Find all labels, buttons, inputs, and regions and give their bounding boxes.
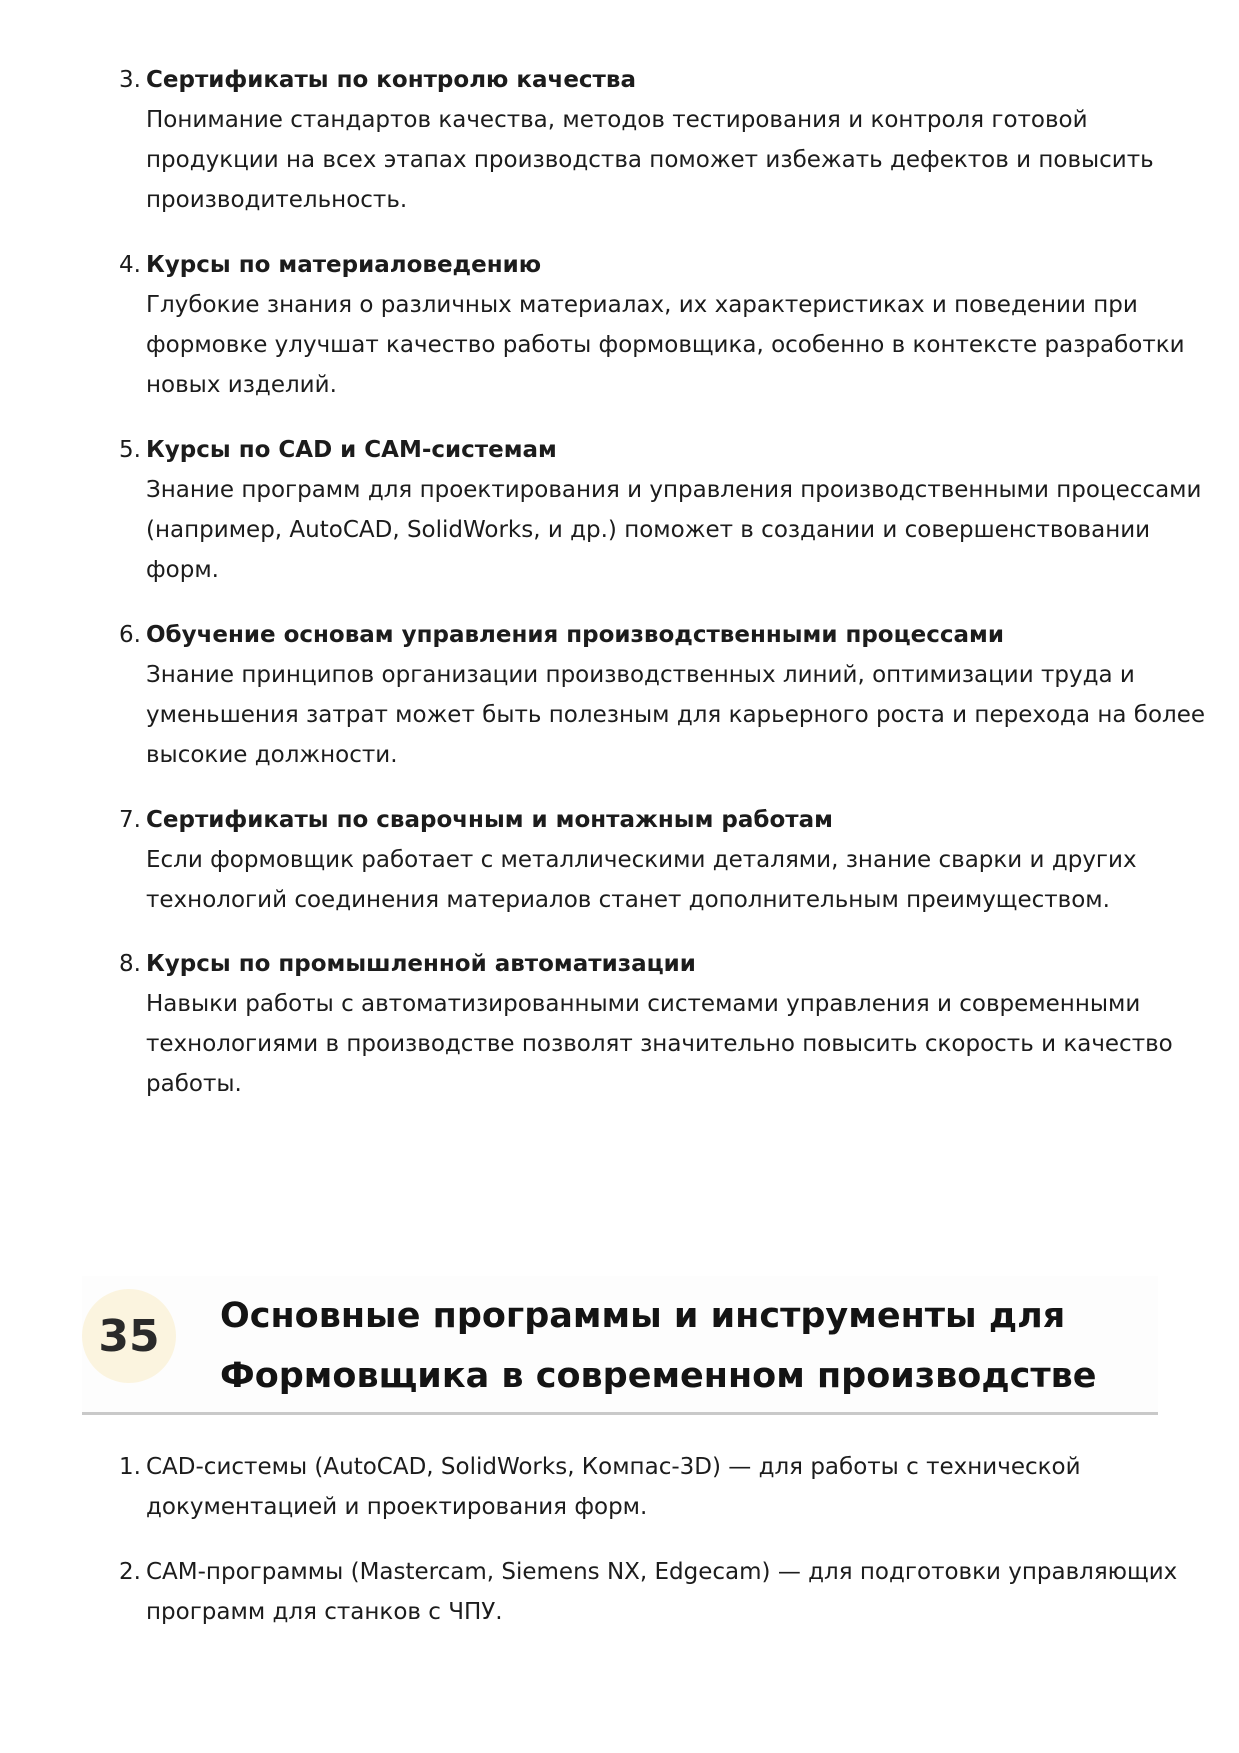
description-line: уменьшения затрат может быть полезным для карьерного роста и перехода на более bbox=[146, 702, 1206, 728]
list-item-text bbox=[146, 1447, 1171, 1527]
list-item-number: 3. bbox=[119, 67, 141, 93]
description-line: Знание принципов организации производственных линий, оптимизации труда и bbox=[146, 662, 1135, 688]
list-item-description bbox=[146, 100, 1171, 220]
list-item-number: 8. bbox=[119, 951, 141, 977]
section-title-line: Основные программы и инструменты для bbox=[220, 1296, 1066, 1336]
description-line: продукции на всех этапах производства поможет избежать дефектов и повысить bbox=[146, 147, 1154, 173]
list-item-description bbox=[146, 655, 1206, 775]
list-item-title: Сертификаты по сварочным и монтажным работам bbox=[146, 807, 833, 833]
description-line: производительность. bbox=[146, 187, 408, 213]
list-item-number: 7. bbox=[119, 807, 141, 833]
item-line: CAD-системы (AutoCAD, SolidWorks, Компас-3D) — для работы с технической bbox=[146, 1454, 1081, 1480]
list-item-number: 2. bbox=[119, 1559, 141, 1585]
list-item-number: 4. bbox=[119, 252, 141, 278]
list-item-title: Курсы по CAD и CAM-системам bbox=[146, 437, 557, 463]
description-line: технологиями в производстве позволят значительно повысить скорость и качество bbox=[146, 1031, 1173, 1057]
section-header bbox=[82, 1276, 1158, 1415]
description-line: новых изделий. bbox=[146, 372, 337, 398]
list-item-number: 6. bbox=[119, 622, 141, 648]
section-title bbox=[220, 1286, 1140, 1406]
list-item-title: Обучение основам управления производственными процессами bbox=[146, 622, 1004, 648]
description-line: Если формовщик работает с металлическими деталями, знание сварки и других bbox=[146, 847, 1137, 873]
description-line: технологий соединения материалов станет дополнительным преимуществом. bbox=[146, 887, 1110, 913]
list-item-description bbox=[146, 285, 1185, 405]
description-line: Навыки работы с автоматизированными системами управления и современными bbox=[146, 991, 1141, 1017]
list-item-description bbox=[146, 840, 1171, 920]
section-title-line: Формовщика в современном производстве bbox=[220, 1356, 1097, 1396]
list-item-description bbox=[146, 470, 1202, 590]
description-line: высокие должности. bbox=[146, 742, 398, 768]
list-item-text bbox=[146, 1552, 1178, 1632]
list-item-title: Курсы по промышленной автоматизации bbox=[146, 951, 696, 977]
item-line: CAM-программы (Mastercam, Siemens NX, Edgecam) — для подготовки управляющих bbox=[146, 1559, 1178, 1585]
list-item-number: 5. bbox=[119, 437, 141, 463]
list-item-number: 1. bbox=[119, 1454, 141, 1480]
item-line: программ для станков с ЧПУ. bbox=[146, 1599, 503, 1625]
description-line: форм. bbox=[146, 557, 219, 583]
list-item-description bbox=[146, 984, 1171, 1104]
list-item-title: Сертификаты по контролю качества bbox=[146, 67, 636, 93]
description-line: формовке улучшат качество работы формовщика, особенно в контексте разработки bbox=[146, 332, 1185, 358]
list-item-title: Курсы по материаловедению bbox=[146, 252, 542, 278]
description-line: Знание программ для проектирования и управления производственными процессами bbox=[146, 477, 1202, 503]
description-line: (например, AutoCAD, SolidWorks, и др.) поможет в создании и совершенствовании bbox=[146, 517, 1151, 543]
item-line: документацией и проектирования форм. bbox=[146, 1494, 648, 1520]
description-line: работы. bbox=[146, 1071, 242, 1097]
description-line: Глубокие знания о различных материалах, их характеристиках и поведении при bbox=[146, 292, 1138, 318]
section-number-badge: 35 bbox=[82, 1289, 176, 1383]
description-line: Понимание стандартов качества, методов тестирования и контроля готовой bbox=[146, 107, 1088, 133]
